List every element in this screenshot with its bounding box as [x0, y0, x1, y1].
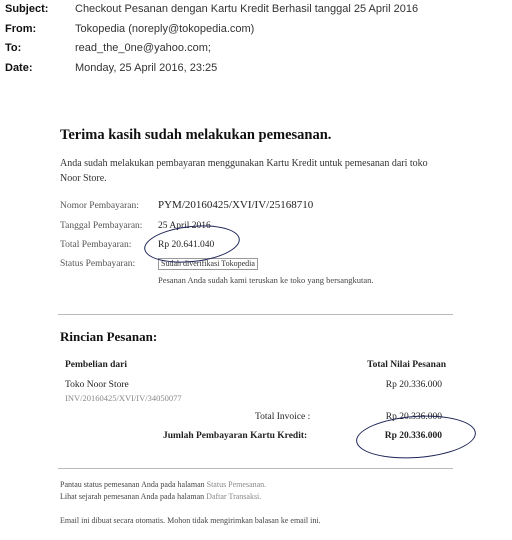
- order-details-title: Rincian Pesanan:: [60, 329, 158, 344]
- footer-line-history: [60, 492, 261, 501]
- date-value: Monday, 25 April 2016, 23:25: [75, 62, 218, 74]
- payment-date-label: Tanggal Pembayaran:: [60, 221, 143, 231]
- from-value[interactable]: Tokopedia (noreply@tokopedia.com): [75, 23, 255, 35]
- status-badge: Sudah diverifikasi Tokopedia: [158, 258, 258, 270]
- payment-number-label: Nomor Pembayaran:: [60, 201, 139, 211]
- email-header: [0, 0, 512, 80]
- payment-total-value: Rp 20.641.040: [158, 240, 215, 250]
- to-label: To:: [5, 42, 22, 54]
- section-divider-2: [58, 468, 453, 469]
- status-note: Pesanan Anda sudah kami teruskan ke toko yang bersangkutan.: [158, 275, 374, 285]
- credit-card-payment-label: Jumlah Pembayaran Kartu Kredit:: [163, 431, 308, 441]
- intro-paragraph: Anda sudah melakukan pembayaran menggunakan Kartu Kredit untuk pemesanan dari toko Noor Store.: [60, 158, 428, 184]
- footer-status-text: Pantau status pemesanan Anda pada halaman: [60, 480, 205, 489]
- subject-value: Checkout Pesanan dengan Kartu Kredit Berhasil tanggal 25 April 2016: [75, 3, 419, 15]
- footer-line-status: [60, 480, 266, 489]
- daftar-transaksi-link[interactable]: Daftar Transaksi.: [206, 492, 262, 501]
- total-invoice-value: Rp 20.336.000: [385, 412, 442, 422]
- thank-you-title: Terima kasih sudah melakukan pemesanan.: [60, 127, 332, 143]
- from-label: From:: [5, 23, 37, 35]
- payment-date-value: 25 April 2016: [158, 221, 211, 231]
- store-amount: Rp 20.336.000: [385, 380, 442, 390]
- column-header-order-total: Total Nilai Pesanan: [367, 360, 446, 370]
- subject-label: Subject:: [5, 3, 49, 15]
- footer-auto-email-note: Email ini dibuat secara otomatis. Mohon tidak mengirimkan balasan ke email ini.: [60, 516, 321, 525]
- payment-status-label: Status Pembayaran:: [60, 259, 136, 269]
- invoice-number[interactable]: INV/20160425/XVI/IV/34050077: [65, 393, 182, 403]
- status-pemesanan-link[interactable]: Status Pemesanan.: [206, 480, 267, 489]
- to-value[interactable]: read_the_0ne@yahoo.com;: [75, 42, 211, 54]
- credit-card-payment-value: Rp 20.336.000: [384, 431, 442, 441]
- hand-drawn-circle-amount: [355, 412, 478, 462]
- payment-number-value: PYM/20160425/XVI/IV/25168710: [158, 199, 314, 211]
- store-name[interactable]: Toko Noor Store: [65, 380, 129, 390]
- total-invoice-label: Total Invoice :: [255, 412, 311, 422]
- column-header-purchased-from: Pembelian dari: [65, 360, 128, 370]
- section-divider-1: [58, 314, 453, 315]
- date-label: Date:: [5, 62, 33, 74]
- footer-history-text: Lihat sejarah pemesanan Anda pada halaman: [60, 492, 205, 501]
- payment-total-label: Total Pembayaran:: [60, 240, 132, 250]
